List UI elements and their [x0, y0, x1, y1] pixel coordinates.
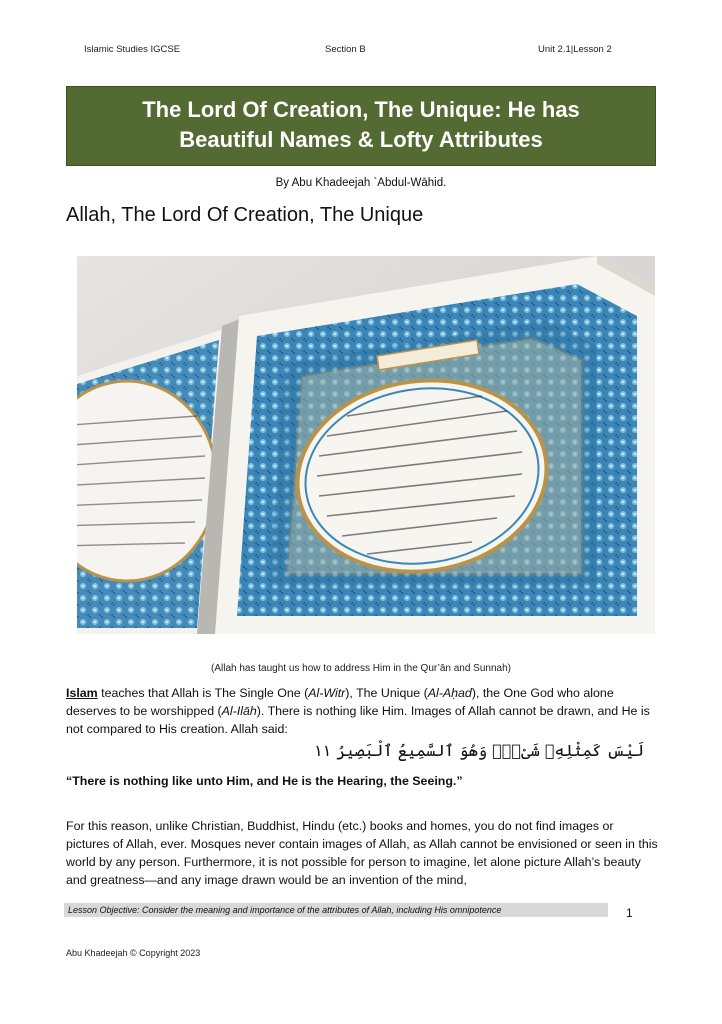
title-banner: [66, 86, 656, 166]
term-al-ilah: Al-Ilāh: [221, 704, 257, 718]
title-line-2: Beautiful Names & Lofty Attributes: [179, 127, 543, 152]
byline: By Abu Khadeejah `Abdul-Wāhid.: [275, 177, 447, 189]
page-number: 1: [626, 906, 633, 920]
body-paragraph: For this reason, unlike Christian, Buddhist, Hindu (etc.) books and homes, you do not find images or pictures of Allah, ever. Mosques never contain images of Allah, as Allah cannot be envisioned or seen in this world by any person. Furthermore, it is not possible for person to imagine, let alone picture Allah’s beauty and greatness—and any image drawn would be an invention of the mind,: [66, 819, 658, 887]
lesson-objective: Lesson Objective: Consider the meaning and importance of the attributes of Allah, including His omnipotence: [64, 903, 608, 917]
islam-link[interactable]: Islam: [66, 686, 98, 700]
verse-translation: “There is nothing like unto Him, and He is the Hearing, the Seeing.”: [66, 774, 463, 788]
quran-photo: [77, 256, 655, 634]
header-unit: Unit 2.1|Lesson 2: [538, 44, 612, 55]
header-section: Section B: [325, 44, 366, 55]
intro-text-2: ), The Unique (: [345, 686, 428, 700]
intro-text-3: ), the One God who alone deserves to be worshipped (: [66, 686, 614, 718]
copyright-footer: Abu Khadeejah © Copyright 2023: [66, 948, 201, 958]
title-line-1: The Lord Of Creation, The Unique: He has: [142, 97, 580, 122]
intro-text-1: teaches that Allah is The Single One (: [97, 686, 309, 700]
intro-text-4: ). There is nothing like Him. Images of Allah cannot be drawn, and He is not compared to His creation. Allah said:: [66, 704, 650, 736]
quran-illustration: [77, 256, 655, 634]
term-al-ahad: Al-Aḥad: [427, 686, 472, 700]
intro-paragraph: [66, 684, 660, 738]
term-al-witr: Al-Witr: [308, 686, 346, 700]
arabic-verse: لَيْسَ كَمِثْلِهِۦ شَىْءٌۖ وَهُوَ ٱلسَّمِيعُ ٱلْبَصِيرُ ١١: [314, 741, 644, 760]
section-heading: Allah, The Lord Of Creation, The Unique: [66, 204, 424, 226]
header-course: Islamic Studies IGCSE: [84, 44, 181, 55]
image-caption: (Allah has taught us how to address Him in the Qur’ān and Sunnah): [211, 663, 511, 674]
